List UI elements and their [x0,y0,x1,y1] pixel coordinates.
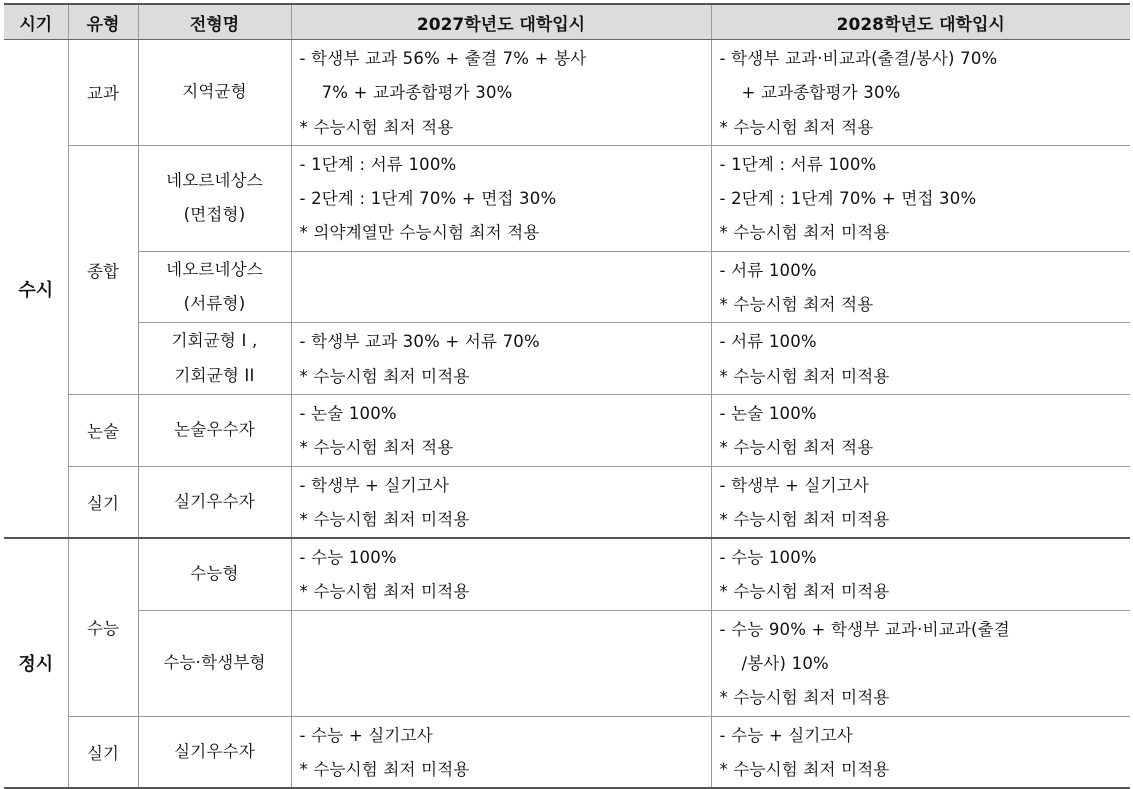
admission-name-line: 네오르네상스 [166,171,263,191]
cell-line: 7% + 교과종합평가 30% [321,83,513,103]
cell-line: - 수능 90% + 학생부 교과·비교과(출결 [719,619,1010,639]
table-row [4,40,1130,146]
cell-line: * 수능시험 최저 미적용 [719,759,890,779]
cell-line: * 수능시험 최저 적용 [719,295,874,315]
type-suneung: 수능 [68,538,138,716]
cell-line: * 수능시험 최저 미적용 [719,509,890,529]
header-period: 시기 [4,4,68,40]
type-silgi: 실기 [68,466,138,538]
cell-2027 [291,466,711,538]
cell-line: * 수능시험 최저 미적용 [719,366,890,386]
cell-line: * 수능시험 최저 미적용 [299,582,470,602]
admission-name-line: 실기우수자 [174,741,255,761]
admission-name [138,538,291,610]
cell-2028 [711,716,1130,788]
admission-name [138,145,291,251]
cell-line: * 의약계열만 수능시험 최저 적용 [299,223,540,243]
admissions-comparison-table [4,3,1130,789]
type-jonghap: 종합 [68,145,138,394]
cell-line: * 수능시험 최저 미적용 [299,509,470,529]
admission-name-line: 수능·학생부형 [163,653,266,673]
cell-line: - 2단계 : 1단계 70% + 면접 30% [719,189,977,209]
period-jeongsi: 정시 [4,538,68,788]
admission-name-line: (면접형) [183,205,246,225]
admission-name [138,394,291,466]
table-row [4,466,1130,538]
admission-name-line: 기회균형 I , [171,331,258,351]
cell-line: - 수능 100% [299,548,397,568]
cell-2028 [711,394,1130,466]
cell-line: - 서류 100% [719,260,817,280]
header-row [4,4,1130,40]
admission-name-line: 수능형 [190,564,239,584]
cell-line: - 논술 100% [299,403,397,423]
header-2028: 2028학년도 대학입시 [711,4,1130,40]
admission-name [138,610,291,716]
table-row [4,251,1130,323]
cell-line: - 논술 100% [719,403,817,423]
table-row [4,610,1130,716]
table-row [4,394,1130,466]
admission-name-line: (서류형) [183,294,246,314]
cell-2027 [291,323,711,395]
cell-2028 [711,145,1130,251]
cell-2028 [711,251,1130,323]
admission-name-line: 논술우수자 [174,420,255,440]
cell-line: * 수능시험 최저 적용 [299,117,454,137]
cell-line: /봉사) 10% [741,654,829,674]
cell-line: - 학생부 + 실기고사 [299,475,449,495]
cell-line: * 수능시험 최저 미적용 [719,223,890,243]
cell-line: - 서류 100% [719,332,817,352]
table-row [4,538,1130,610]
admission-name-line: 실기우수자 [174,491,255,511]
admission-name [138,40,291,146]
table-row [4,323,1130,395]
cell-2027-empty [291,610,711,716]
cell-line: * 수능시험 최저 미적용 [299,759,470,779]
cell-2027 [291,538,711,610]
cell-2027 [291,145,711,251]
cell-line: * 수능시험 최저 미적용 [719,582,890,602]
admission-name-line: 기회균형 II [174,365,255,385]
cell-line: * 수능시험 최저 미적용 [719,688,890,708]
cell-2027 [291,394,711,466]
cell-2028 [711,466,1130,538]
cell-line: - 1단계 : 서류 100% [719,154,877,174]
admission-name-line: 지역균형 [182,82,247,102]
cell-line: - 학생부 교과 30% + 서류 70% [299,332,540,352]
type-gyogwa: 교과 [68,40,138,146]
cell-line: * 수능시험 최저 적용 [719,117,874,137]
admission-name-line: 네오르네상스 [166,259,263,279]
cell-line: + 교과종합평가 30% [741,83,901,103]
type-nonsul: 논술 [68,394,138,466]
admission-name [138,251,291,323]
cell-2028 [711,538,1130,610]
table-row [4,145,1130,251]
cell-2028 [711,40,1130,146]
cell-2028 [711,323,1130,395]
cell-2027 [291,716,711,788]
cell-line: - 수능 + 실기고사 [299,725,433,745]
cell-line: - 2단계 : 1단계 70% + 면접 30% [299,189,557,209]
table-row [4,716,1130,788]
cell-line: * 수능시험 최저 적용 [719,438,874,458]
cell-line: - 수능 + 실기고사 [719,725,853,745]
period-susi: 수시 [4,40,68,539]
cell-line: - 1단계 : 서류 100% [299,154,457,174]
cell-2027-empty [291,251,711,323]
admission-name [138,323,291,395]
cell-2027 [291,40,711,146]
cell-2028 [711,610,1130,716]
header-admission-name: 전형명 [138,4,291,40]
cell-line: * 수능시험 최저 적용 [299,438,454,458]
cell-line: - 학생부 교과·비교과(출결/봉사) 70% [719,49,998,68]
header-2027: 2027학년도 대학입시 [291,4,711,40]
type-silgi-jeongsi: 실기 [68,716,138,788]
cell-line: * 수능시험 최저 미적용 [299,366,470,386]
cell-line: - 수능 100% [719,548,817,568]
admission-name [138,466,291,538]
cell-line: - 학생부 + 실기고사 [719,475,869,495]
cell-line: - 학생부 교과 56% + 출결 7% + 봉사 [299,49,587,68]
admission-name [138,716,291,788]
header-type: 유형 [68,4,138,40]
